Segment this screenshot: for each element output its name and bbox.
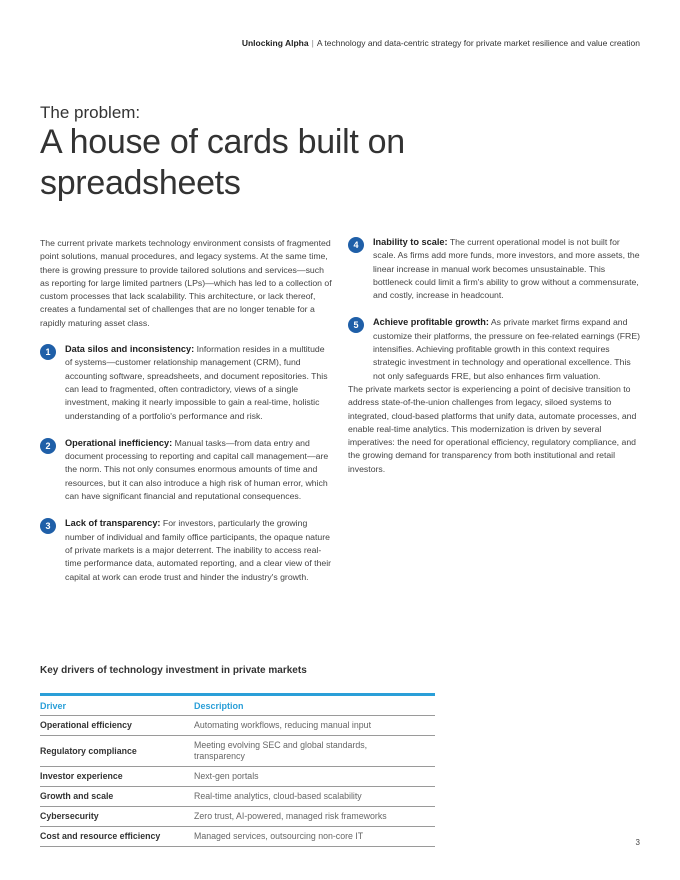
page-number: 3 — [635, 838, 640, 847]
table-row — [40, 736, 435, 767]
challenge-text: Manual tasks—from data entry and document processing to reporting and capital call management—are the norm. This not only consumes enormous amounts of time and resources, but it can also introduce a high risk of human error, which can have significant financial and reputational consequences. — [65, 437, 329, 502]
challenge-heading: Operational inefficiency: — [65, 437, 173, 448]
section-kicker: The problem: — [40, 103, 141, 122]
driver-cell: Cybersecurity — [40, 807, 194, 827]
challenge-text: As private market firms expand and customize their platforms, the pressure on fee-related earnings (FRE) intensifies. Achieving profitable growth in this context requires strategic investment in technology and operational excellence. This not only safeguards FRE, but also enhances firm valuation. — [373, 317, 641, 381]
number-badge: 1 — [40, 344, 56, 360]
challenge-text: Information resides in a multitude of systems—customer relationship management (CRM), fund accounting software, spreadsheets, and document repositories. This can lead to fragmented, often contradictory, views of a single investment, making it nearly impossible to gain a real-time, holistic understanding of a portfolio's performance and risk. — [65, 344, 328, 421]
header-brand: Unlocking Alpha — [241, 38, 309, 48]
table-title: Key drivers of technology investment in private markets — [40, 665, 307, 676]
description-cell: Next-gen portals — [194, 767, 435, 787]
intro-paragraph: The current private markets technology environment consists of fragmented point solutions, manual procedures, and legacy systems. At the same time, there is growing pressure to provide tailored solutions and services—such as reporting for large limited partners (LPs)—which has led to a collection of custom processes that lack scalability. This architecture, or lack thereof, creates a fundamental set of challenges that are no longer tenable for a rapidly maturing asset class. — [40, 238, 332, 328]
challenge-item — [40, 517, 332, 583]
challenge-item — [348, 316, 640, 382]
description-cell: Zero trust, AI-powered, managed risk frameworks — [194, 807, 435, 827]
number-badge: 4 — [348, 237, 364, 253]
table-row — [40, 807, 435, 827]
number-badge: 5 — [348, 317, 364, 333]
number-badge: 2 — [40, 438, 56, 454]
column-header-description: Description — [194, 695, 435, 716]
running-header — [242, 38, 640, 48]
drivers-table — [40, 693, 435, 847]
table-row — [40, 787, 435, 807]
page-title: A house of cards built on spreadsheets — [40, 123, 405, 202]
table-header-row — [40, 695, 435, 716]
header-subtitle: A technology and data-centric strategy for private market resilience and value creation — [316, 38, 640, 48]
challenge-text: For investors, particularly the growing number of individual and family office participants, the opaque nature of private markets is a major deterrent. The inability to access real-time performance data, automated reporting, and a clear view of their capital at work can erode trust and hinder the industry's growth. — [65, 518, 332, 582]
left-column — [40, 237, 332, 584]
table-row — [40, 767, 435, 787]
table-row — [40, 716, 435, 736]
driver-cell: Operational efficiency — [40, 716, 194, 736]
driver-cell: Growth and scale — [40, 787, 194, 807]
driver-cell: Regulatory compliance — [40, 736, 194, 767]
challenge-heading: Lack of transparency: — [65, 518, 161, 529]
description-cell: Automating workflows, reducing manual input — [194, 716, 435, 736]
driver-cell: Cost and resource efficiency — [40, 827, 194, 847]
challenge-item — [348, 236, 640, 302]
description-cell: Managed services, outsourcing non-core IT — [194, 827, 435, 847]
column-header-driver: Driver — [40, 695, 194, 716]
description-cell: Meeting evolving SEC and global standards, transparency — [194, 736, 435, 767]
challenge-heading: Data silos and inconsistency: — [65, 344, 195, 355]
description-cell: Real-time analytics, cloud-based scalability — [194, 787, 435, 807]
challenge-text: The current operational model is not built for scale. As firms add more funds, more investors, and more assets, the linear increase in manual work becomes unsustainable. This bottleneck could limit a firm's ability to grow without a commensurate, and costly, increase in headcount. — [373, 237, 640, 301]
table-row — [40, 827, 435, 847]
closing-paragraph: The private markets sector is experiencing a point of decisive transition to address state-of-the-union challenges from legacy, siloed systems to integrated, cloud-based platforms that unify data, automate processes, and enable real-time analytics. This modernization is driven by several imperatives: the need for operational efficiency, regulatory compliance, and the growing demand for transparency from both institutional and retail investors. — [348, 383, 637, 474]
driver-cell: Investor experience — [40, 767, 194, 787]
challenge-heading: Achieve profitable growth: — [373, 317, 489, 328]
header-separator: | — [311, 38, 314, 48]
challenge-heading: Inability to scale: — [373, 237, 448, 247]
right-column — [348, 236, 640, 476]
challenge-item — [40, 343, 332, 423]
number-badge: 3 — [40, 518, 56, 534]
challenge-item — [40, 437, 332, 503]
